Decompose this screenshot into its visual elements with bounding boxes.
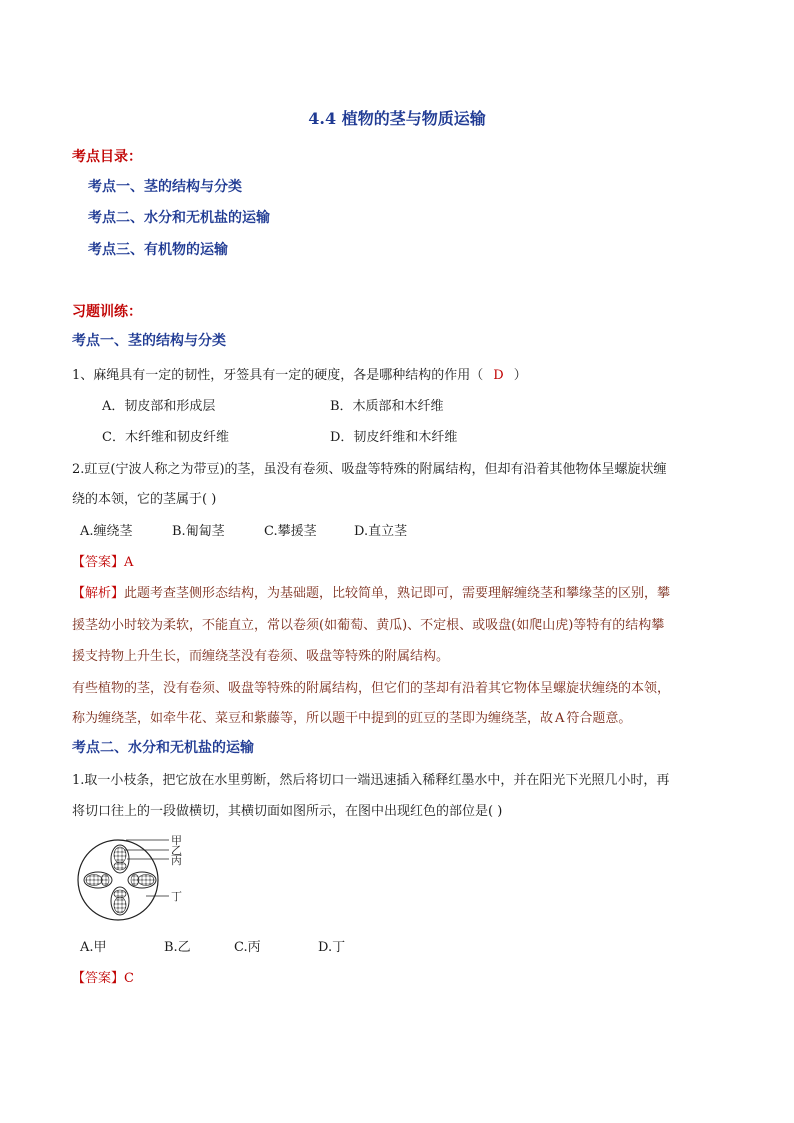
s2-q1-option-d: D.丁 [318,940,346,955]
toc-item-2: 考点二、水分和无机盐的运输 [88,210,270,226]
s1-q2-line2: 绕的本领，它的茎属于( ) [72,492,217,507]
s2-q1-option-b: B.乙 [164,940,191,955]
s2-q1-option-a: A.甲 [80,940,107,955]
s1-q2-explain-line2: 援茎幼小时较为柔软，不能直立，常以卷须(如葡萄、黄瓜)、不定根、或吸盘(如爬山虎)等特有的结构攀 [72,618,665,633]
vascular-bundle-top [111,845,129,873]
s1-q2-option-b: B.匍匐茎 [172,524,225,539]
s1-q2-option-c: C.攀援茎 [264,524,317,539]
s1-q1-option-a: A．韧皮部和形成层 [102,399,216,414]
s2-q1-line1: 1.取一小枝条，把它放在水里剪断，然后将切口一端迅速插入稀释红墨水中，并在阳光下光照几小时，再 [72,773,670,788]
stem-cross-section-figure [76,826,196,932]
s1-q2-explain-line3: 援支持物上升生长，而缠绕茎没有卷须、吸盘等特殊的附属结构。 [72,649,450,664]
page-title: 4.4 植物的茎与物质运输 [308,109,486,128]
s2-q1-line2: 将切口往上的一段做横切，其横切面如图所示，在图中出现红色的部位是( ) [72,804,503,819]
s1-q1-stem: 1、麻绳具有一定的韧性，牙签具有一定的硬度，各是哪种结构的作用（ D ） [72,368,527,383]
practice-heading: 习题训练： [72,304,142,320]
vascular-bundle-left [84,872,112,888]
figure-label-bing: 丙 [171,854,182,867]
s1-q1-option-d: D．韧皮纤维和木纤维 [330,430,458,445]
s1-q2-explain-line1: 【解析】此题考查茎侧形态结构，为基础题，比较简单，熟记即可，需要理解缠绕茎和攀缘茎的区别，攀 [72,586,671,601]
s1-q2-line1: 2.豇豆(宁波人称之为带豆)的茎，虽没有卷须、吸盘等特殊的附属结构，但却有沿着其他物体呈螺旋状缠 [72,462,667,477]
s1-q1-option-c: C．木纤维和韧皮纤维 [102,430,229,445]
s1-q2-option-d: D.直立茎 [354,524,408,539]
figure-label-yi: 乙 [171,844,182,857]
s1-q2-explain-line4: 有些植物的茎，没有卷须、吸盘等特殊的附属结构，但它们的茎却有沿着其它物体呈螺旋状缠绕的本领， [72,681,671,696]
vascular-bundle-bottom [111,887,129,915]
s1-q2-explain-line5: 称为缠绕茎，如牵牛花、菜豆和紫藤等，所以题干中提到的豇豆的茎即为缠绕茎，故 A 符合题意。 [72,711,632,726]
figure-label-jia: 甲 [171,834,182,847]
vascular-bundle-right [128,872,156,888]
s1-q1-answer: D [493,368,504,383]
section1-heading: 考点一、茎的结构与分类 [72,333,226,349]
s1-q1-option-b: B．木质部和木纤维 [330,399,444,414]
toc-item-1: 考点一、茎的结构与分类 [88,179,242,195]
figure-label-ding: 丁 [171,890,182,903]
toc-heading: 考点目录： [72,149,142,165]
s1-q2-option-a: A.缠绕茎 [80,524,133,539]
s2-q1-answer: 【答案】C [72,971,134,986]
s1-q2-answer: 【答案】A [72,555,134,570]
section2-heading: 考点二、水分和无机盐的运输 [72,740,254,756]
s2-q1-option-c: C.丙 [234,940,261,955]
toc-item-3: 考点三、有机物的运输 [88,242,228,258]
